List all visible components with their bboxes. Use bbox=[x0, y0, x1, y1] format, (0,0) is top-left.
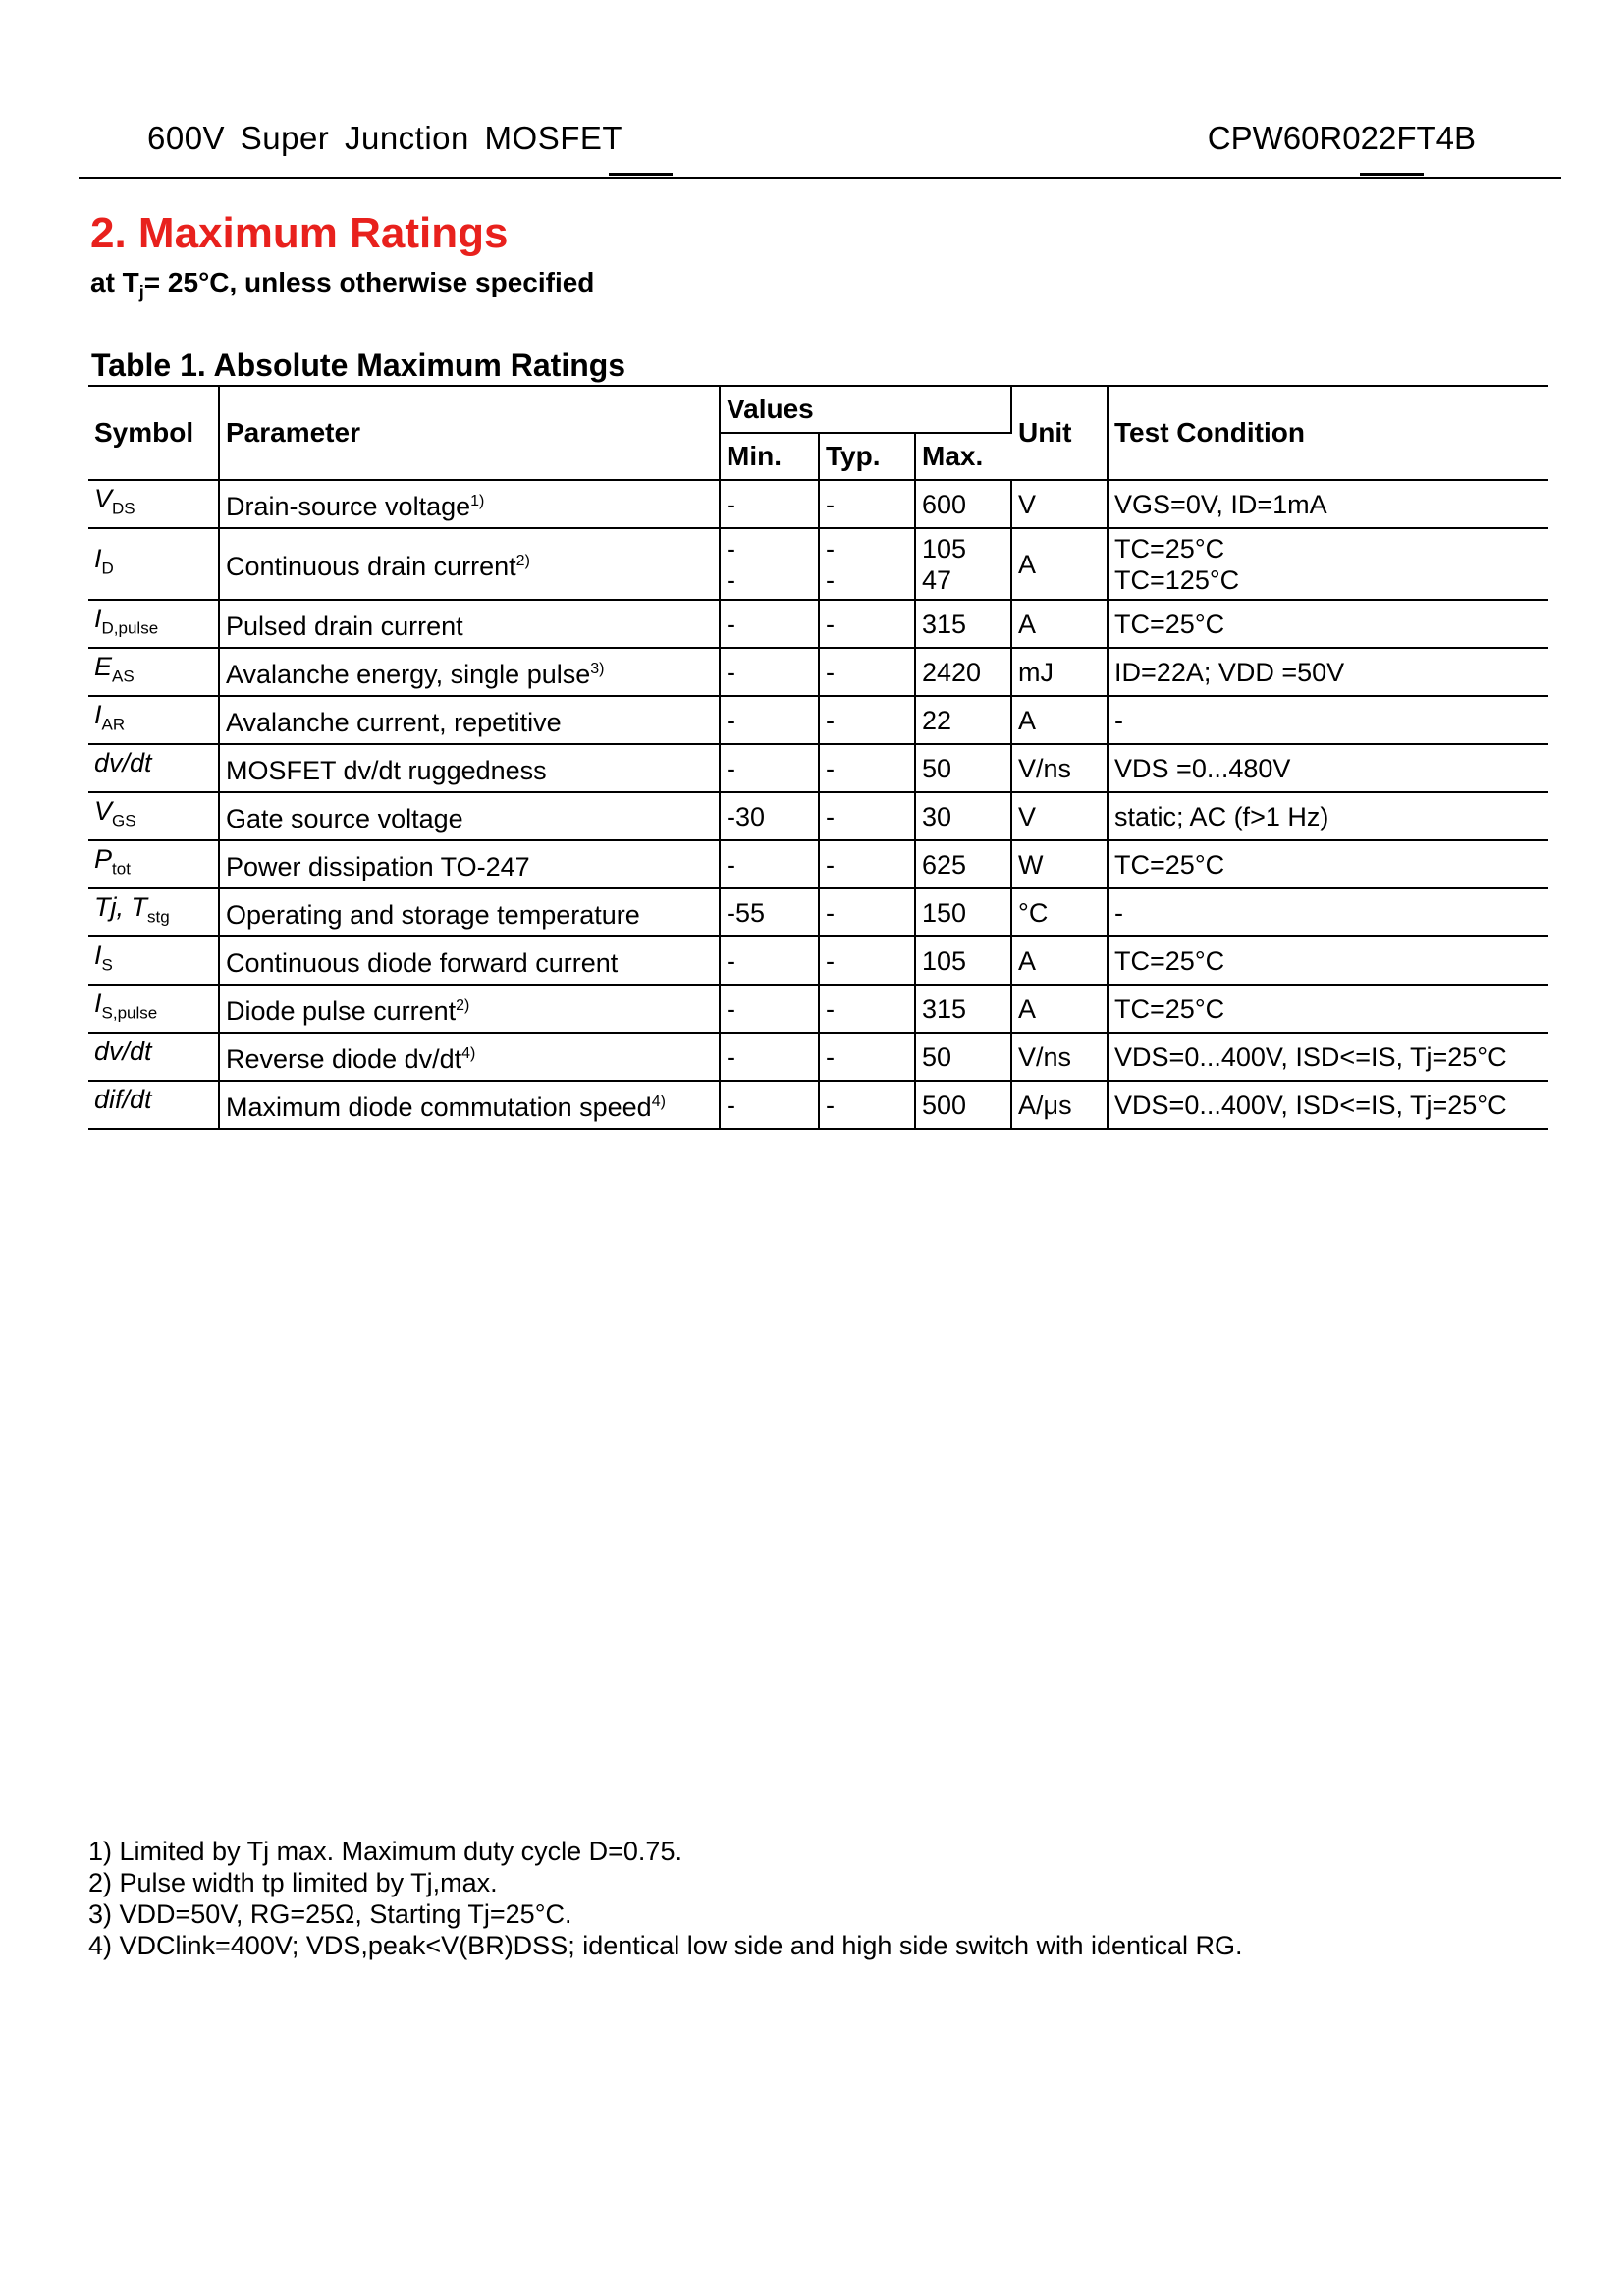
parameter-text: Avalanche energy, single pulse bbox=[226, 660, 591, 689]
symbol-subscript: D bbox=[101, 559, 114, 578]
table-row bbox=[88, 840, 1548, 888]
cell-unit bbox=[1011, 744, 1108, 792]
footnote-1: 1) Limited by Tj max. Maximum duty cycle D=0.75. bbox=[88, 1837, 682, 1866]
parameter-text: Maximum diode commutation speed bbox=[226, 1093, 652, 1122]
condition-text: static; AC (f>1 Hz) bbox=[1114, 801, 1329, 831]
table-row bbox=[88, 985, 1548, 1033]
unit-text: V bbox=[1018, 489, 1037, 519]
parameter-text: Gate source voltage bbox=[226, 804, 463, 833]
symbol-subscript: AS bbox=[112, 667, 135, 686]
cell-typ bbox=[819, 480, 915, 528]
cell-min bbox=[720, 648, 819, 696]
condition-text: TC=25°C bbox=[1114, 533, 1225, 563]
cell-symbol bbox=[88, 840, 219, 888]
symbol-text: Tj, T bbox=[94, 892, 147, 923]
condition-text: VDS=0...400V, ISD<=IS, Tj=25°C bbox=[1114, 1041, 1507, 1072]
condition-text: TC=125°C bbox=[1114, 564, 1240, 595]
cell-typ bbox=[819, 1033, 915, 1081]
min-value: - bbox=[727, 849, 735, 880]
max-value: 47 bbox=[922, 564, 952, 595]
typ-value: - bbox=[826, 489, 835, 519]
cell-symbol bbox=[88, 936, 219, 985]
symbol-text: I bbox=[94, 700, 102, 730]
typ-value: - bbox=[826, 609, 835, 639]
footnote-3: 3) VDD=50V, RG=25Ω, Starting Tj=25°C. bbox=[88, 1899, 572, 1929]
table-row bbox=[88, 936, 1548, 985]
cell-condition bbox=[1108, 648, 1548, 696]
min-value: - bbox=[727, 1090, 735, 1120]
max-value: 50 bbox=[922, 1041, 952, 1072]
symbol-subscript: AR bbox=[101, 715, 126, 734]
unit-text: V bbox=[1018, 801, 1037, 831]
header-values: Values bbox=[720, 386, 1011, 433]
max-value: 105 bbox=[922, 533, 967, 563]
max-value: 30 bbox=[922, 801, 952, 831]
symbol-text: E bbox=[94, 652, 113, 682]
cell-unit bbox=[1011, 648, 1108, 696]
symbol-text: I bbox=[94, 940, 102, 971]
unit-text: A bbox=[1018, 993, 1037, 1024]
table-row bbox=[88, 744, 1548, 792]
min-value: - bbox=[727, 609, 735, 639]
max-value: 315 bbox=[922, 609, 967, 639]
header-parameter: Parameter bbox=[219, 386, 720, 480]
cell-typ bbox=[819, 792, 915, 840]
parameter-text: Avalanche current, repetitive bbox=[226, 708, 562, 737]
cell-symbol bbox=[88, 480, 219, 528]
cell-symbol bbox=[88, 696, 219, 744]
symbol-subscript: D,pulse bbox=[101, 618, 159, 638]
condition-text: VDS=0...400V, ISD<=IS, Tj=25°C bbox=[1114, 1090, 1507, 1120]
unit-text: A bbox=[1018, 945, 1037, 976]
min-value: - bbox=[727, 1041, 735, 1072]
cell-max bbox=[915, 648, 1011, 696]
typ-value: - bbox=[826, 657, 835, 687]
cell-max bbox=[915, 985, 1011, 1033]
cell-parameter bbox=[219, 528, 720, 600]
cell-typ bbox=[819, 888, 915, 936]
parameter-text: MOSFET dv/dt ruggedness bbox=[226, 756, 547, 785]
symbol-subscript: GS bbox=[112, 811, 136, 830]
min-value: - bbox=[727, 489, 735, 519]
symbol-text: V bbox=[94, 484, 113, 514]
cell-min bbox=[720, 696, 819, 744]
parameter-footnote-ref: 4) bbox=[651, 1094, 666, 1110]
condition-text: - bbox=[1114, 705, 1124, 735]
typ-value: - bbox=[826, 1090, 835, 1120]
unit-text: °C bbox=[1018, 897, 1049, 928]
cell-condition bbox=[1108, 744, 1548, 792]
parameter-text: Continuous diode forward current bbox=[226, 948, 619, 978]
symbol-text: dv/dt bbox=[94, 1037, 152, 1067]
cell-typ bbox=[819, 528, 915, 600]
unit-text: mJ bbox=[1018, 657, 1055, 687]
condition-text: TC=25°C bbox=[1114, 849, 1225, 880]
cell-unit bbox=[1011, 528, 1108, 600]
cell-symbol bbox=[88, 648, 219, 696]
min-value: -30 bbox=[727, 801, 766, 831]
footnote-4: 4) VDClink=400V; VDS,peak<V(BR)DSS; identical low side and high side switch with identical RG. bbox=[88, 1931, 1243, 1960]
cell-unit bbox=[1011, 985, 1108, 1033]
header-symbol: Symbol bbox=[88, 386, 219, 480]
cell-min bbox=[720, 528, 819, 600]
typ-value: - bbox=[826, 849, 835, 880]
min-value: - bbox=[727, 657, 735, 687]
ratings-table bbox=[88, 385, 1548, 1130]
table-row bbox=[88, 1033, 1548, 1081]
condition-text: - bbox=[1114, 897, 1124, 928]
condition-text: VGS=0V, ID=1mA bbox=[1114, 489, 1327, 519]
table-title: Table 1. Absolute Maximum Ratings bbox=[91, 347, 626, 383]
typ-value: - bbox=[826, 753, 835, 783]
cell-condition bbox=[1108, 840, 1548, 888]
header-rule-tick bbox=[609, 173, 673, 176]
footnotes bbox=[88, 1836, 1243, 1961]
min-value: -55 bbox=[727, 897, 766, 928]
cell-min bbox=[720, 792, 819, 840]
cell-typ bbox=[819, 840, 915, 888]
symbol-subscript: DS bbox=[112, 499, 135, 518]
symbol-text: dif/dt bbox=[94, 1085, 152, 1115]
header-max: Max. bbox=[915, 433, 1011, 480]
cell-symbol bbox=[88, 1033, 219, 1081]
header-rule-tick bbox=[1360, 173, 1424, 176]
cell-parameter bbox=[219, 1033, 720, 1081]
cell-max bbox=[915, 480, 1011, 528]
min-value: - bbox=[727, 753, 735, 783]
cell-min bbox=[720, 1081, 819, 1129]
cell-min bbox=[720, 888, 819, 936]
header-min: Min. bbox=[720, 433, 819, 480]
table-row bbox=[88, 480, 1548, 528]
cell-unit bbox=[1011, 936, 1108, 985]
condition-text: ID=22A; VDD =50V bbox=[1114, 657, 1345, 687]
max-value: 2420 bbox=[922, 657, 982, 687]
cell-unit bbox=[1011, 600, 1108, 648]
min-value: - bbox=[727, 705, 735, 735]
cell-parameter bbox=[219, 840, 720, 888]
cell-condition bbox=[1108, 1081, 1548, 1129]
cell-typ bbox=[819, 744, 915, 792]
cell-parameter bbox=[219, 1081, 720, 1129]
symbol-text: dv/dt bbox=[94, 748, 152, 778]
cell-condition bbox=[1108, 696, 1548, 744]
cell-parameter bbox=[219, 696, 720, 744]
cell-condition bbox=[1108, 936, 1548, 985]
cell-max bbox=[915, 1081, 1011, 1129]
symbol-subscript: S,pulse bbox=[101, 1003, 158, 1023]
cell-unit bbox=[1011, 840, 1108, 888]
header-part-number: CPW60R022FT4B bbox=[1207, 120, 1476, 156]
parameter-text: Diode pulse current bbox=[226, 996, 457, 1026]
table-row bbox=[88, 792, 1548, 840]
min-value: - bbox=[727, 564, 735, 595]
symbol-text: V bbox=[94, 796, 113, 827]
cell-min bbox=[720, 985, 819, 1033]
cell-parameter bbox=[219, 744, 720, 792]
min-value: - bbox=[727, 945, 735, 976]
typ-value: - bbox=[826, 993, 835, 1024]
cell-symbol bbox=[88, 600, 219, 648]
max-value: 105 bbox=[922, 945, 967, 976]
parameter-footnote-ref: 4) bbox=[461, 1045, 476, 1062]
cell-max bbox=[915, 792, 1011, 840]
cell-typ bbox=[819, 648, 915, 696]
cell-condition bbox=[1108, 792, 1548, 840]
cell-parameter bbox=[219, 648, 720, 696]
min-value: - bbox=[727, 533, 735, 563]
symbol-text: I bbox=[94, 988, 102, 1019]
footnote-2: 2) Pulse width tp limited by Tj,max. bbox=[88, 1868, 498, 1897]
unit-text: A bbox=[1018, 549, 1037, 579]
cell-typ bbox=[819, 1081, 915, 1129]
cell-unit bbox=[1011, 696, 1108, 744]
cell-max bbox=[915, 840, 1011, 888]
cell-min bbox=[720, 1033, 819, 1081]
parameter-text: Operating and storage temperature bbox=[226, 900, 640, 930]
cell-max bbox=[915, 600, 1011, 648]
cell-symbol bbox=[88, 528, 219, 600]
parameter-text: Power dissipation TO-247 bbox=[226, 852, 530, 881]
cell-symbol bbox=[88, 888, 219, 936]
subtitle-prefix: at T bbox=[90, 267, 139, 297]
cell-symbol bbox=[88, 985, 219, 1033]
parameter-text: Reverse diode dv/dt bbox=[226, 1044, 462, 1074]
condition-text: TC=25°C bbox=[1114, 993, 1225, 1024]
cell-max bbox=[915, 1033, 1011, 1081]
cell-max bbox=[915, 888, 1011, 936]
table-row bbox=[88, 528, 1548, 600]
cell-unit bbox=[1011, 480, 1108, 528]
typ-value: - bbox=[826, 705, 835, 735]
table-row bbox=[88, 600, 1548, 648]
typ-value: - bbox=[826, 897, 835, 928]
max-value: 22 bbox=[922, 705, 952, 735]
cell-unit bbox=[1011, 1081, 1108, 1129]
header-rule bbox=[79, 177, 1561, 179]
cell-max bbox=[915, 744, 1011, 792]
parameter-footnote-ref: 3) bbox=[590, 661, 605, 677]
cell-max bbox=[915, 528, 1011, 600]
symbol-text: P bbox=[94, 844, 113, 875]
cell-typ bbox=[819, 936, 915, 985]
max-value: 50 bbox=[922, 753, 952, 783]
header-typ: Typ. bbox=[819, 433, 915, 480]
min-value: - bbox=[727, 993, 735, 1024]
cell-condition bbox=[1108, 985, 1548, 1033]
unit-text: V/ns bbox=[1018, 1041, 1072, 1072]
symbol-subscript: tot bbox=[112, 859, 131, 879]
table-row bbox=[88, 1081, 1548, 1129]
section-subtitle bbox=[90, 267, 594, 303]
typ-value: - bbox=[826, 945, 835, 976]
typ-value: - bbox=[826, 801, 835, 831]
typ-value: - bbox=[826, 564, 835, 595]
cell-max bbox=[915, 696, 1011, 744]
table-row bbox=[88, 648, 1548, 696]
max-value: 625 bbox=[922, 849, 967, 880]
unit-text: W bbox=[1018, 849, 1044, 880]
cell-symbol bbox=[88, 792, 219, 840]
parameter-footnote-ref: 1) bbox=[470, 493, 485, 509]
cell-symbol bbox=[88, 1081, 219, 1129]
cell-unit bbox=[1011, 792, 1108, 840]
header-condition: Test Condition bbox=[1108, 386, 1548, 480]
cell-condition bbox=[1108, 1033, 1548, 1081]
max-value: 500 bbox=[922, 1090, 967, 1120]
cell-condition bbox=[1108, 480, 1548, 528]
symbol-subscript: stg bbox=[147, 907, 170, 927]
unit-text: A/μs bbox=[1018, 1090, 1072, 1120]
cell-parameter bbox=[219, 936, 720, 985]
cell-min bbox=[720, 480, 819, 528]
unit-text: V/ns bbox=[1018, 753, 1072, 783]
condition-text: TC=25°C bbox=[1114, 945, 1225, 976]
symbol-text: I bbox=[94, 544, 102, 574]
header-unit: Unit bbox=[1011, 386, 1108, 480]
cell-parameter bbox=[219, 792, 720, 840]
cell-min bbox=[720, 744, 819, 792]
cell-unit bbox=[1011, 888, 1108, 936]
cell-parameter bbox=[219, 600, 720, 648]
condition-text: TC=25°C bbox=[1114, 609, 1225, 639]
symbol-text: I bbox=[94, 604, 102, 634]
table-row bbox=[88, 696, 1548, 744]
symbol-subscript: S bbox=[101, 955, 113, 975]
parameter-text: Drain-source voltage bbox=[226, 492, 471, 521]
cell-parameter bbox=[219, 985, 720, 1033]
subtitle-sub: j bbox=[138, 282, 144, 302]
typ-value: - bbox=[826, 1041, 835, 1072]
parameter-text: Pulsed drain current bbox=[226, 612, 463, 641]
cell-min bbox=[720, 600, 819, 648]
cell-condition bbox=[1108, 528, 1548, 600]
cell-parameter bbox=[219, 888, 720, 936]
max-value: 600 bbox=[922, 489, 967, 519]
table-row bbox=[88, 888, 1548, 936]
cell-typ bbox=[819, 985, 915, 1033]
unit-text: A bbox=[1018, 609, 1037, 639]
cell-typ bbox=[819, 600, 915, 648]
unit-text: A bbox=[1018, 705, 1037, 735]
cell-typ bbox=[819, 696, 915, 744]
cell-min bbox=[720, 936, 819, 985]
cell-min bbox=[720, 840, 819, 888]
max-value: 150 bbox=[922, 897, 967, 928]
parameter-footnote-ref: 2) bbox=[515, 553, 530, 569]
cell-symbol bbox=[88, 744, 219, 792]
header-product: 600V Super Junction MOSFET bbox=[147, 120, 623, 156]
cell-condition bbox=[1108, 600, 1548, 648]
parameter-footnote-ref: 2) bbox=[456, 997, 470, 1014]
condition-text: VDS =0...480V bbox=[1114, 753, 1291, 783]
parameter-text: Continuous drain current bbox=[226, 552, 516, 581]
cell-parameter bbox=[219, 480, 720, 528]
section-title: 2. Maximum Ratings bbox=[90, 209, 509, 257]
subtitle-suffix: = 25°C, unless otherwise specified bbox=[143, 267, 595, 297]
typ-value: - bbox=[826, 533, 835, 563]
cell-condition bbox=[1108, 888, 1548, 936]
cell-max bbox=[915, 936, 1011, 985]
max-value: 315 bbox=[922, 993, 967, 1024]
cell-unit bbox=[1011, 1033, 1108, 1081]
